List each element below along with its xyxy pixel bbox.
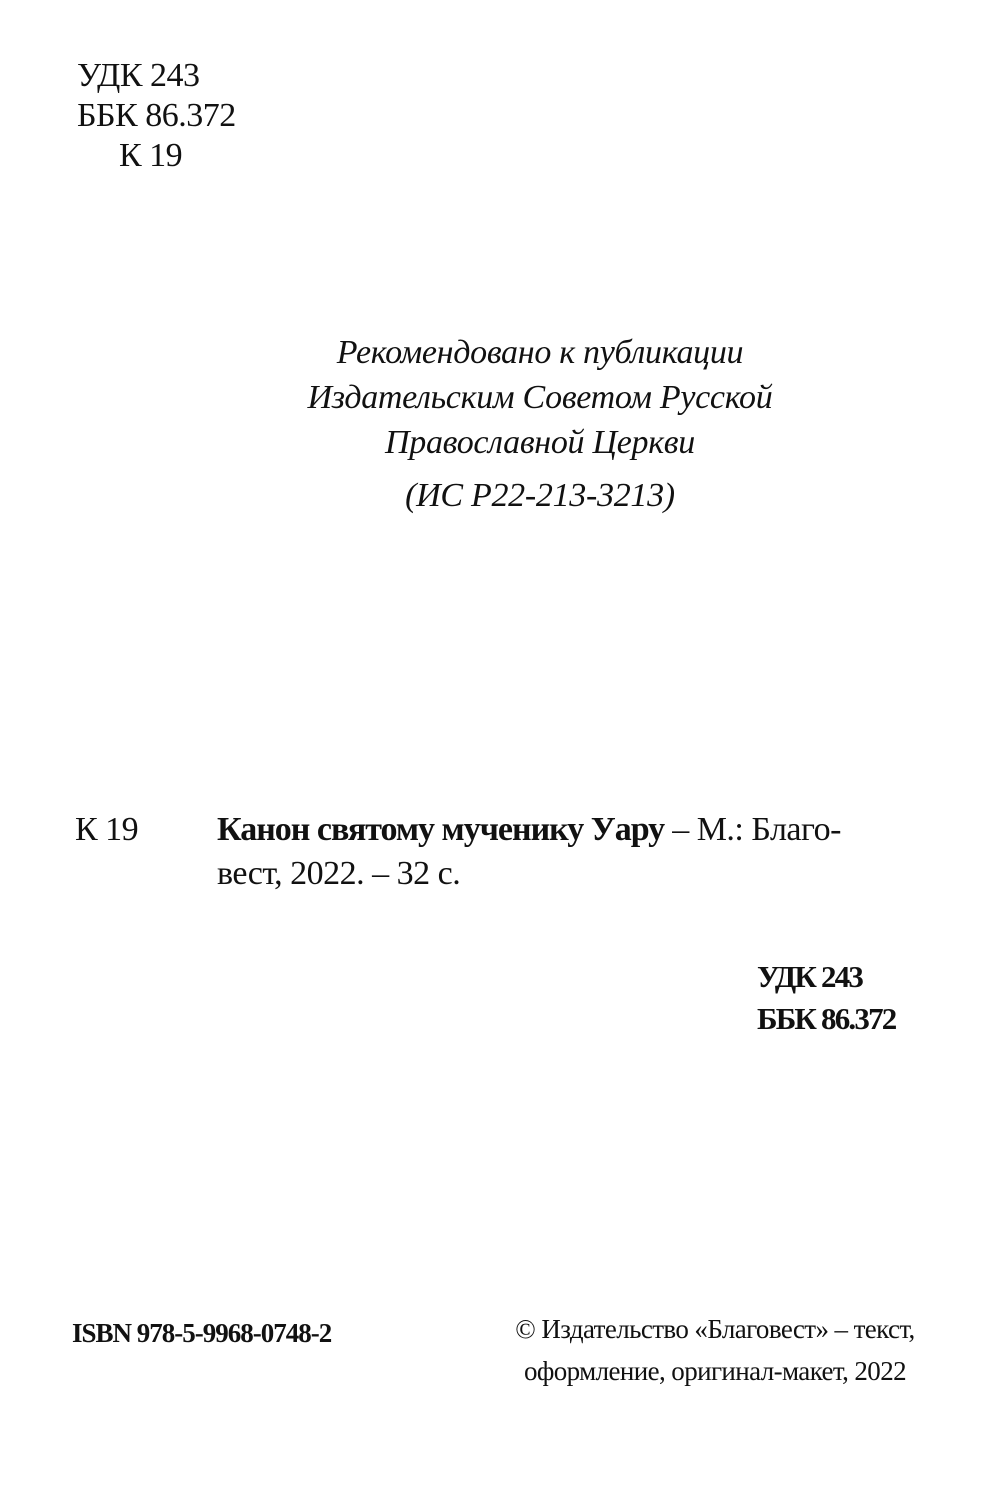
isbn-number: ISBN 978-5-9968-0748-2 [72,1318,332,1348]
recommendation-line-1: Рекомендовано к публикации [336,334,744,371]
classification-bottom [757,956,895,1040]
classification-top [77,56,236,176]
copyright-notice [480,1308,950,1392]
imprint-part-2: вест, 2022. – 32 с. [217,855,461,892]
imprint-part-1: – М.: Благо- [664,811,841,848]
copyright-line-2: оформление, оригинал-макет, 2022 [523,1356,906,1386]
catalog-entry-index: К 19 [75,811,139,848]
bbk-code-bottom: ББК 86.372 [757,1001,896,1036]
bbk-code: ББК 86.372 [77,97,236,134]
copyright-line-1: © Издательство «Благовест» – текст, [515,1314,915,1344]
recommendation-line-3: Православной Церкви [385,424,695,461]
publication-recommendation [200,330,880,518]
udk-code: УДК 243 [77,57,200,94]
recommendation-code: (ИС Р22-213-3213) [405,477,675,514]
udk-code-bottom: УДК 243 [757,959,863,994]
recommendation-line-2: Издательским Советом Русской [307,379,773,416]
author-mark: К 19 [119,137,183,174]
book-title: Канон святому мученику Уару [217,811,665,848]
catalog-entry [217,808,937,896]
